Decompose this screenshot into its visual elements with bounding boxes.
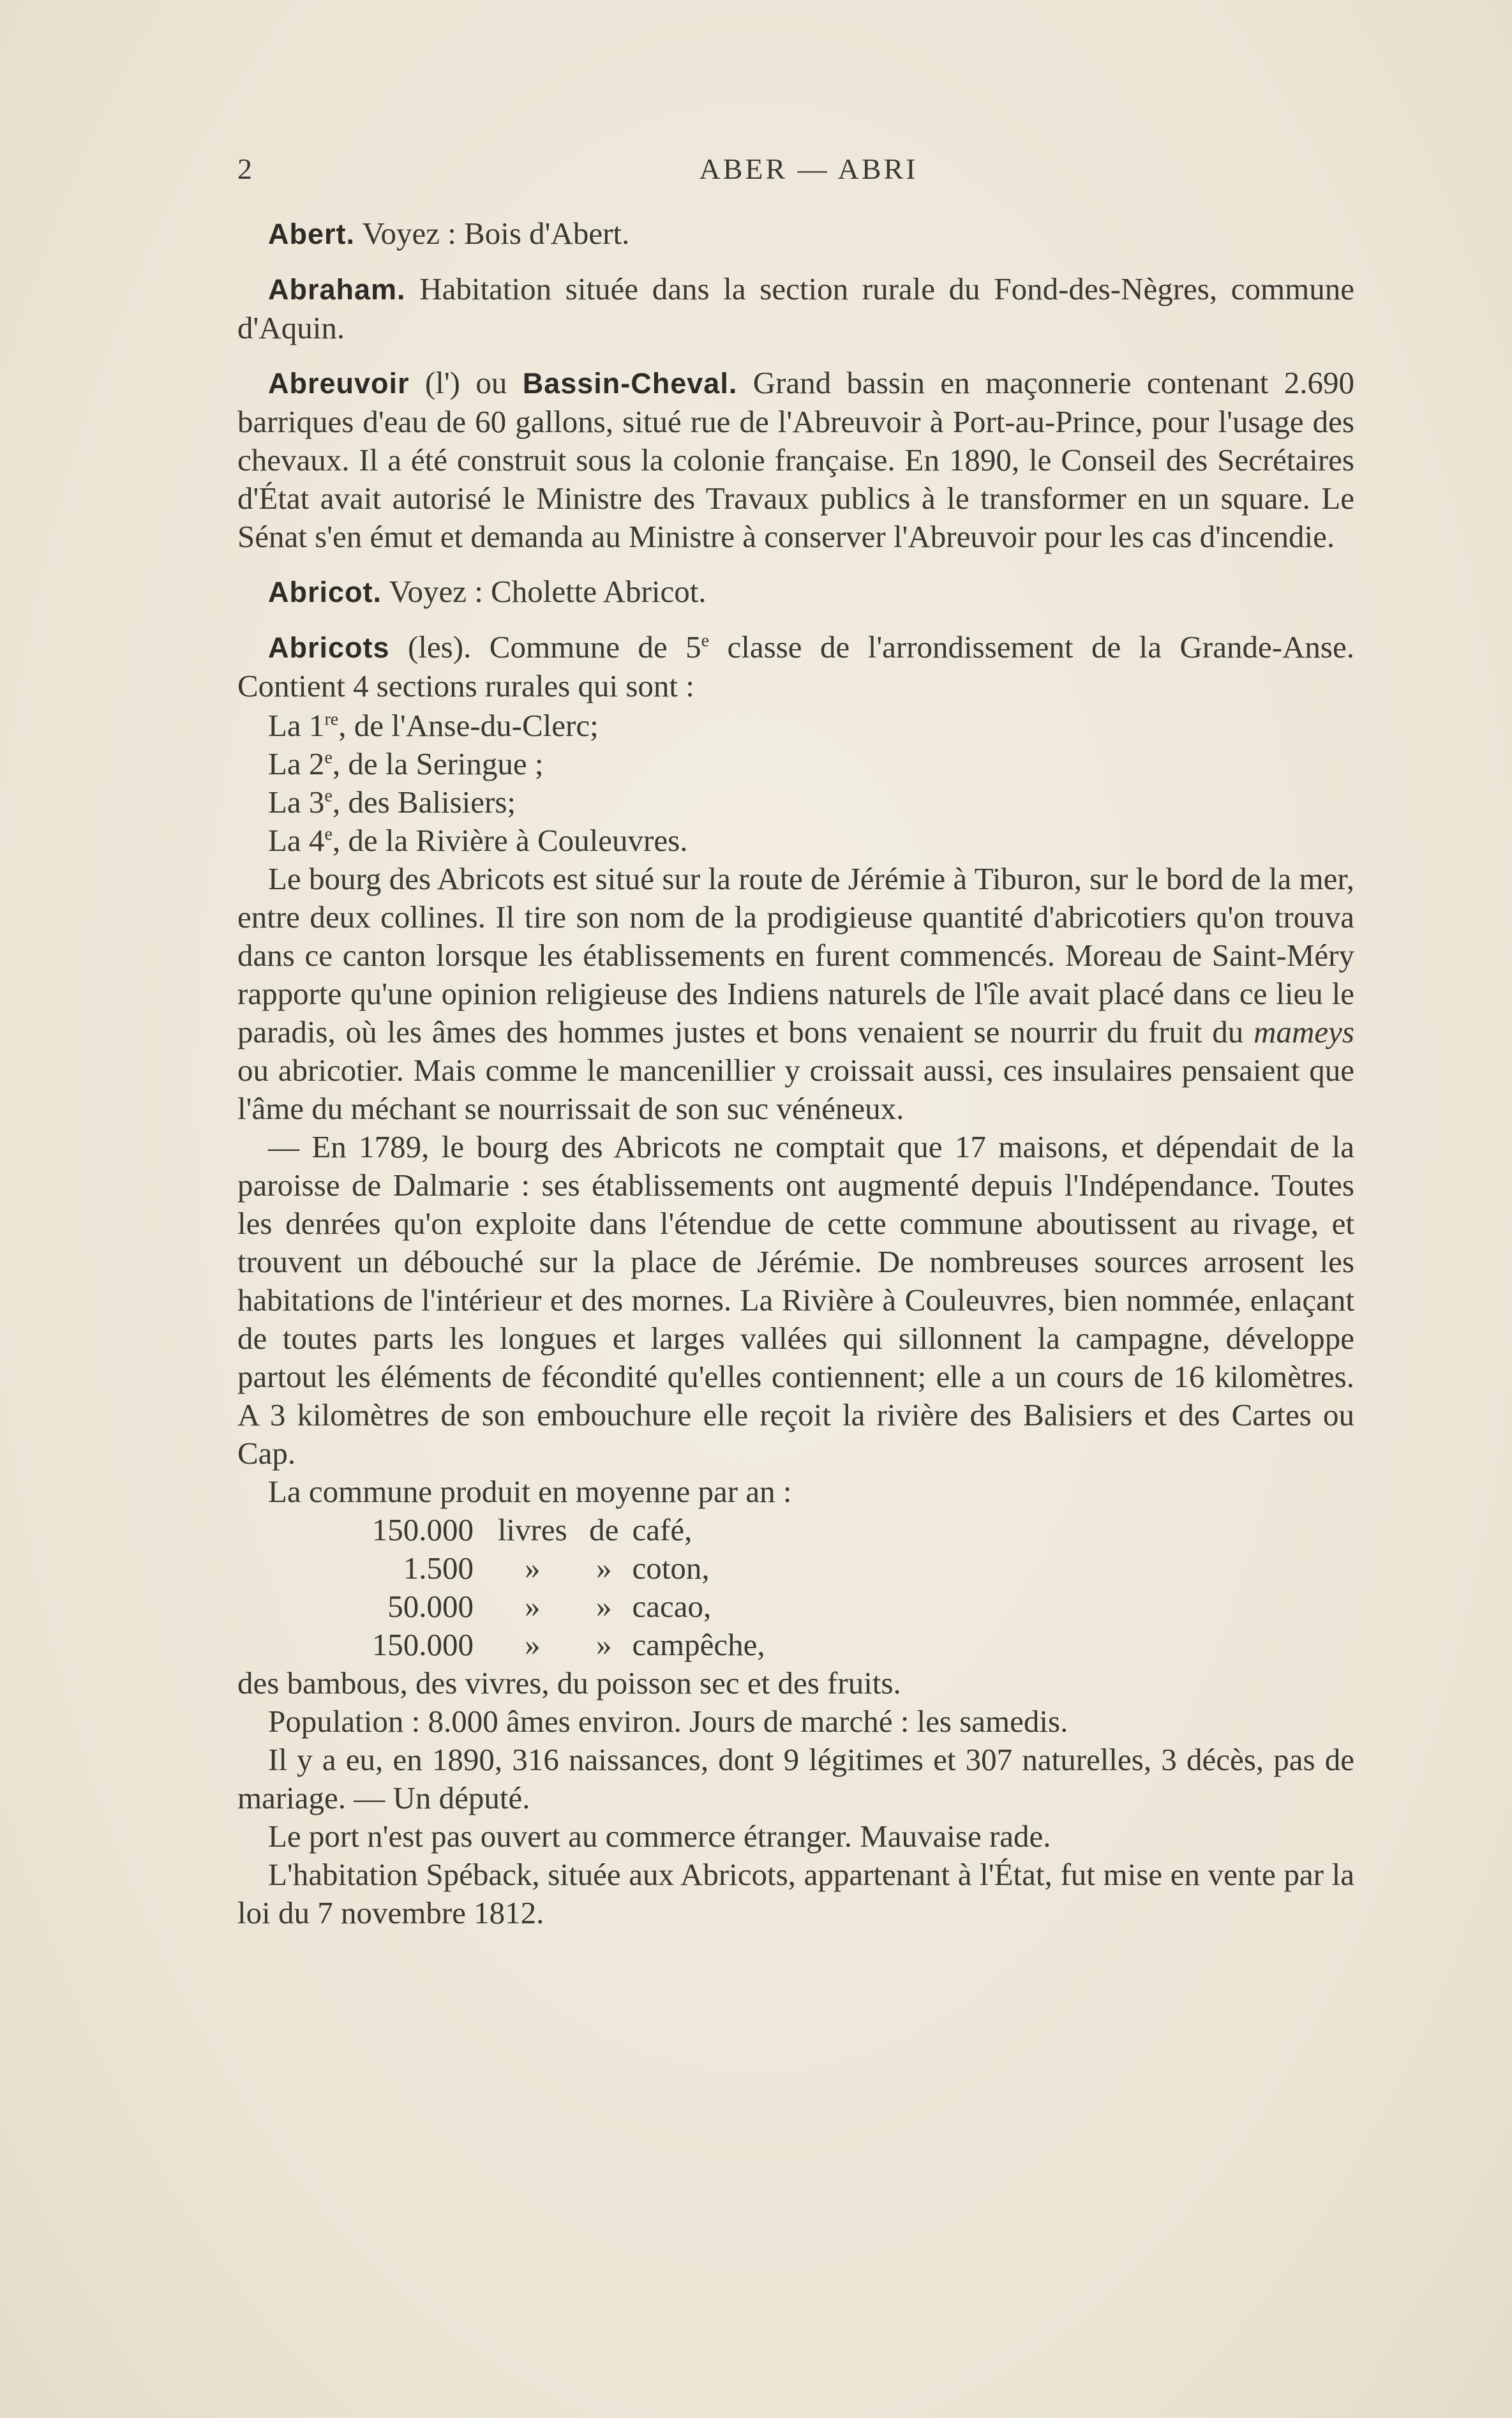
section-prefix: La 2 xyxy=(268,746,325,781)
produce-mark: » xyxy=(596,1589,612,1624)
running-head: ABER — ABRI xyxy=(699,153,918,185)
paragraph-text: Le bourg des Abricots est situé sur la route de Jérémie à Tiburon, sur le bord de la mer, entre deux collines. Il tire son nom de la prodigieuse quantité d'abricotiers qu'on trouva dans ce canton lorsque les établissements en furent commencés. Moreau de Saint-Méry rapporte qu'une opinion religieuse des Indiens naturels de l'île avait placé dans ce lieu le paradis, où les âmes des hommes justes et bons venaient se nourrir du fruit du xyxy=(237,861,1354,1049)
produce-row xyxy=(237,1511,1354,1549)
produce-item: coton, xyxy=(632,1551,710,1586)
page-body xyxy=(237,214,1354,1932)
section-item xyxy=(237,745,1354,783)
headword: Abricot. xyxy=(268,576,382,608)
speback-line: L'habitation Spéback, située aux Abricots, appartenant à l'État, fut mise en vente par la loi du 7 novembre 1812. xyxy=(237,1857,1354,1930)
produce-row xyxy=(237,1588,1354,1626)
produce-quantity: 50.000 xyxy=(387,1589,474,1624)
entry-text: (l') ou xyxy=(409,365,523,400)
paragraph-bourg xyxy=(237,860,1354,1128)
section-prefix: La 4 xyxy=(268,823,325,858)
produce-row xyxy=(237,1549,1354,1588)
paragraph-1789: — En 1789, le bourg des Abricots ne comptait que 17 maisons, et dépendait de la paroisse de Dalmarie : ses établissements ont augmenté depuis l'Indépendance. Toutes les denrées qu'on exploite dans l'étendue de cette commune aboutissent au rivage, et trouvent un débouché sur la place de Jérémie. De nombreuses sources arrosent les habitations de l'intérieur et des mornes. La Rivière à Couleuvres, bien nommée, enlaçant de toutes parts les longues et larges vallées qui sillonnent la campagne, développe partout les éléments de fécondité qu'elles contiennent; elle a un cours de 16 kilomètres. A 3 kilomètres de son embouchure elle reçoit la rivière des Balisiers et des Cartes ou Cap. xyxy=(237,1129,1354,1471)
produce-unit: » xyxy=(525,1627,541,1662)
produce-unit: » xyxy=(525,1551,541,1586)
headword: Abricots xyxy=(268,631,390,664)
produce-outro: des bambous, des vivres, du poisson sec et des fruits. xyxy=(237,1665,901,1701)
section-prefix: La 3 xyxy=(268,785,325,820)
headword: Abreuvoir xyxy=(268,367,410,400)
entry-abricots-intro xyxy=(237,628,1354,705)
ordinal-suffix: e xyxy=(324,824,333,845)
produce-mark: » xyxy=(596,1627,612,1662)
entry-text: Grand bassin en maçonnerie contenant 2.690 barriques d'eau de 60 gallons, situé rue de l'Abreuvoir à Port-au-Prince, pour l'usage des chevaux. Il a été construit sous la colonie française. En 1890, le Conseil des Secrétaires d'État avait autorisé le Ministre des Travaux publics à le transformer en un square. Le Sénat s'en émut et demanda au Ministre à conserver l'Abreuvoir pour les cas d'incendie. xyxy=(237,365,1354,554)
produce-quantity: 150.000 xyxy=(371,1512,474,1547)
ordinal-suffix: e xyxy=(324,786,333,806)
produce-quantity: 1.500 xyxy=(403,1551,474,1586)
port-line: Le port n'est pas ouvert au commerce étranger. Mauvaise rade. xyxy=(268,1819,1051,1854)
ordinal-suffix: e xyxy=(324,747,333,768)
entry-abreuvoir xyxy=(237,364,1354,556)
ordinal-suffix: e xyxy=(701,631,710,651)
produce-quantity: 150.000 xyxy=(371,1627,474,1662)
entry-abricot xyxy=(237,573,1354,612)
headword: Abraham. xyxy=(268,273,406,306)
paragraph-text: ou abricotier. Mais comme le mancenillier y croissait aussi, ces insulaires pensaient que l'âme du méchant se nourrissait de son suc vénéneux. xyxy=(237,1053,1354,1126)
section-name: , de la Seringue ; xyxy=(332,746,544,781)
entry-text: Habitation située dans la section rurale du Fond-des-Nègres, commune d'Aquin. xyxy=(237,271,1354,345)
section-name: , de l'Anse-du-Clerc; xyxy=(338,708,599,743)
births-line: Il y a eu, en 1890, 316 naissances, dont 9 légitimes et 307 naturelles, 3 décès, pas de mariage. — Un député. xyxy=(237,1742,1354,1815)
section-prefix: La 1 xyxy=(268,708,325,743)
page-header xyxy=(237,152,1380,197)
produce-item: café, xyxy=(632,1512,692,1547)
section-item xyxy=(237,783,1354,822)
italic-term: mameys xyxy=(1254,1014,1354,1049)
produce-intro: La commune produit en moyenne par an : xyxy=(268,1474,792,1509)
produce-row xyxy=(237,1626,1354,1664)
section-name: , de la Rivière à Couleuvres. xyxy=(332,823,688,858)
entry-text: Voyez : Cholette Abricot. xyxy=(382,574,707,609)
section-item xyxy=(237,707,1354,745)
page-number: 2 xyxy=(237,153,255,185)
produce-unit: livres xyxy=(497,1512,567,1547)
entry-text: Voyez : Bois d'Abert. xyxy=(355,216,630,251)
entry-text: (les). Commune de 5 xyxy=(389,629,701,665)
population-line: Population : 8.000 âmes environ. Jours de marché : les samedis. xyxy=(268,1704,1068,1739)
produce-item: cacao, xyxy=(632,1589,712,1624)
produce-unit: » xyxy=(525,1589,541,1624)
entry-abert xyxy=(237,214,1354,253)
entry-abraham xyxy=(237,270,1354,347)
ordinal-suffix: re xyxy=(324,709,339,730)
headword: Abert. xyxy=(268,218,356,250)
produce-mark: » xyxy=(596,1551,612,1586)
produce-item: campêche, xyxy=(632,1627,765,1662)
section-name: , des Balisiers; xyxy=(332,785,516,820)
entry-text: classe de l'arrondissement de la Grande-Anse. Contient 4 sections rurales qui sont : xyxy=(237,629,1354,703)
headword-secondary: Bassin-Cheval. xyxy=(522,367,738,400)
produce-mark: de xyxy=(589,1512,619,1547)
section-item xyxy=(237,822,1354,860)
entry-abricots xyxy=(237,628,1354,1932)
